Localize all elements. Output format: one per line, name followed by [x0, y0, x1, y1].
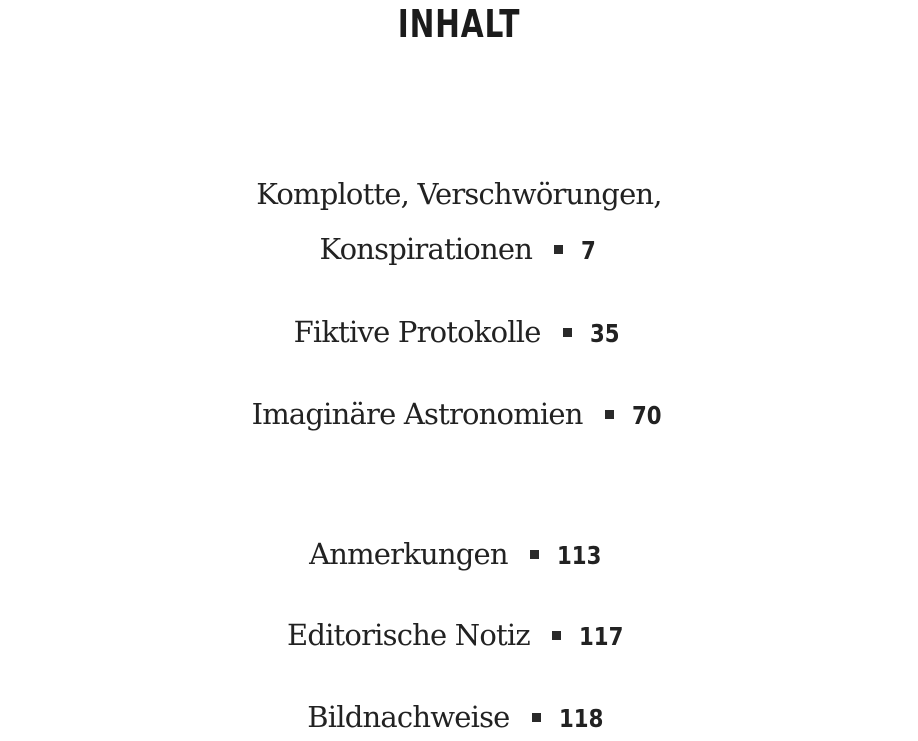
page-title: INHALT: [397, 2, 521, 46]
square-bullet-icon: [554, 245, 563, 254]
toc-page-number: 118: [558, 704, 603, 733]
square-bullet-icon: [530, 550, 539, 559]
toc-entry-text: Editorische Notiz: [286, 618, 530, 652]
toc-entry-text: Anmerkungen: [309, 537, 508, 571]
toc-entry-text: Konspirationen: [319, 232, 533, 266]
toc-entry[interactable]: [0, 695, 918, 741]
toc-entry[interactable]: [0, 613, 918, 659]
square-bullet-icon: [532, 713, 541, 722]
toc-page-number: 35: [589, 319, 620, 348]
square-bullet-icon: [605, 410, 614, 419]
toc-entry-text: Bildnachweise: [307, 700, 510, 734]
toc-entry-text: Fiktive Protokolle: [293, 315, 541, 349]
toc-page-number: 117: [578, 622, 624, 651]
toc-entry-line1: [0, 172, 918, 216]
square-bullet-icon: [563, 328, 572, 337]
toc-entry-text: Komplotte, Verschwörungen,: [256, 177, 662, 211]
square-bullet-icon: [552, 631, 561, 640]
toc-page-number: 70: [631, 401, 662, 430]
toc-page-number: 7: [581, 236, 596, 265]
toc-entry-text: Imaginäre Astronomien: [251, 397, 583, 431]
toc-entry[interactable]: [0, 227, 918, 273]
toc-entry[interactable]: [0, 532, 918, 578]
toc-page-number: 113: [556, 541, 602, 570]
toc-entry[interactable]: [0, 310, 918, 356]
toc-entry[interactable]: [0, 392, 918, 438]
